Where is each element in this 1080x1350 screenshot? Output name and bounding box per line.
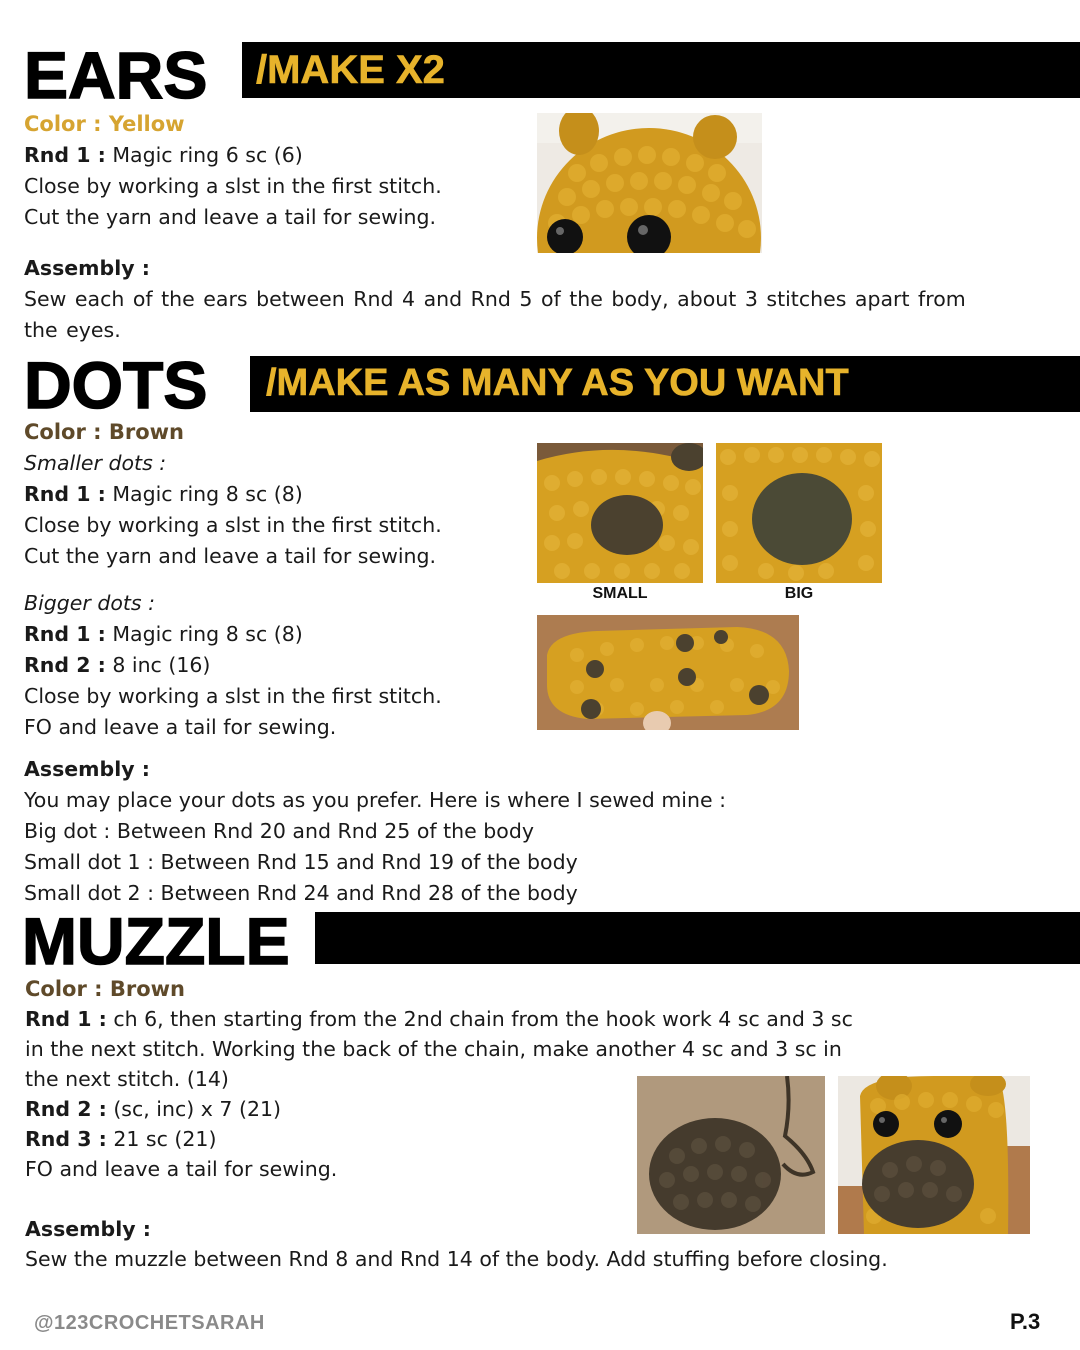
muzzle-rnd2-text: (sc, inc) x 7 (21) bbox=[106, 1097, 282, 1121]
big-dot-photo bbox=[716, 443, 882, 583]
dots-big-rnd2-text: 8 inc (16) bbox=[105, 653, 211, 677]
muzzle-rnd3-text: 21 sc (21) bbox=[106, 1127, 217, 1151]
dots-big-line4: FO and leave a tail for sewing. bbox=[24, 715, 337, 739]
small-dot-photo bbox=[537, 443, 703, 583]
muzzle-rnd3-label: Rnd 3 : bbox=[25, 1127, 107, 1151]
dots-assembly-line-1: You may place your dots as you prefer. Here is where I sewed mine : bbox=[24, 788, 727, 812]
dotted-body-photo bbox=[537, 615, 799, 730]
ears-banner-text: /MAKE X2 bbox=[256, 48, 445, 92]
dots-big-rnd1-text: Magic ring 8 sc (8) bbox=[105, 622, 303, 646]
ears-color-label: Color : Yellow bbox=[24, 112, 185, 136]
dots-title: DOTS bbox=[24, 348, 208, 422]
ears-line2: Close by working a slst in the first stitch. bbox=[24, 174, 442, 198]
caption-big: BIG bbox=[784, 585, 814, 602]
muzzle-rnd3 bbox=[25, 1124, 216, 1155]
footer-handle: @123CROCHETSARAH bbox=[34, 1312, 265, 1334]
ears-rnd1-text: Magic ring 6 sc (6) bbox=[105, 143, 303, 167]
dots-small-rnd1 bbox=[24, 479, 303, 510]
dots-small-line2: Close by working a slst in the first stitch. bbox=[24, 513, 442, 537]
muzzle-piece-photo bbox=[637, 1076, 825, 1234]
ears-banner bbox=[242, 42, 1080, 98]
caption-small: SMALL bbox=[592, 585, 648, 602]
muzzle-title: MUZZLE bbox=[22, 904, 290, 978]
muzzle-rnd1-label: Rnd 1 : bbox=[25, 1007, 107, 1031]
dots-small-rnd1-label: Rnd 1 : bbox=[24, 482, 106, 506]
muzzle-assembled-photo bbox=[838, 1076, 1030, 1234]
page-number: P.3 bbox=[1010, 1309, 1041, 1334]
muzzle-rnd1 bbox=[25, 1004, 853, 1035]
dots-big-line3: Close by working a slst in the first stitch. bbox=[24, 684, 442, 708]
ears-rnd1 bbox=[24, 140, 303, 171]
muzzle-rnd1-line3: the next stitch. (14) bbox=[25, 1067, 229, 1091]
ears-assembly-label: Assembly : bbox=[24, 256, 150, 280]
dots-bigger-label: Bigger dots : bbox=[24, 591, 156, 615]
muzzle-rnd1-text: ch 6, then starting from the 2nd chain from the hook work 4 sc and 3 sc bbox=[106, 1007, 853, 1031]
muzzle-rnd2 bbox=[25, 1094, 281, 1125]
ears-photo bbox=[537, 113, 762, 253]
dots-assembly-line-3: Small dot 1 : Between Rnd 15 and Rnd 19 of the body bbox=[24, 850, 578, 874]
dots-assembly-label: Assembly : bbox=[24, 757, 150, 781]
muzzle-assembly-text: Sew the muzzle between Rnd 8 and Rnd 14 of the body. Add stuffing before closing. bbox=[25, 1247, 888, 1271]
ears-rnd1-label: Rnd 1 : bbox=[24, 143, 106, 167]
dots-small-line3: Cut the yarn and leave a tail for sewing. bbox=[24, 544, 437, 568]
muzzle-assembly-label: Assembly : bbox=[25, 1217, 151, 1241]
dots-smaller-label: Smaller dots : bbox=[24, 451, 167, 475]
ears-title: EARS bbox=[24, 38, 208, 112]
dots-big-rnd2-label: Rnd 2 : bbox=[24, 653, 106, 677]
dots-big-rnd2 bbox=[24, 650, 210, 681]
muzzle-fo-line: FO and leave a tail for sewing. bbox=[25, 1157, 338, 1181]
dots-banner bbox=[250, 356, 1080, 412]
dots-assembly-line-2: Big dot : Between Rnd 20 and Rnd 25 of the body bbox=[24, 819, 534, 843]
ears-assembly-text: Sew each of the ears between Rnd 4 and Rnd 5 of the body, about 3 stitches apart from the eyes. bbox=[24, 287, 966, 342]
dots-banner-text: /MAKE AS MANY AS YOU WANT bbox=[266, 362, 849, 404]
muzzle-rnd1-line2: in the next stitch. Working the back of the chain, make another 4 sc and 3 sc in bbox=[25, 1037, 842, 1061]
dots-big-rnd1 bbox=[24, 619, 303, 650]
muzzle-rnd2-label: Rnd 2 : bbox=[25, 1097, 107, 1121]
dots-big-rnd1-label: Rnd 1 : bbox=[24, 622, 106, 646]
muzzle-banner bbox=[315, 912, 1080, 964]
dots-color-label: Color : Brown bbox=[24, 420, 184, 444]
ears-line3: Cut the yarn and leave a tail for sewing. bbox=[24, 205, 437, 229]
dots-small-rnd1-text: Magic ring 8 sc (8) bbox=[105, 482, 303, 506]
dots-assembly-line-4: Small dot 2 : Between Rnd 24 and Rnd 28 of the body bbox=[24, 881, 578, 905]
muzzle-color-label: Color : Brown bbox=[25, 977, 185, 1001]
